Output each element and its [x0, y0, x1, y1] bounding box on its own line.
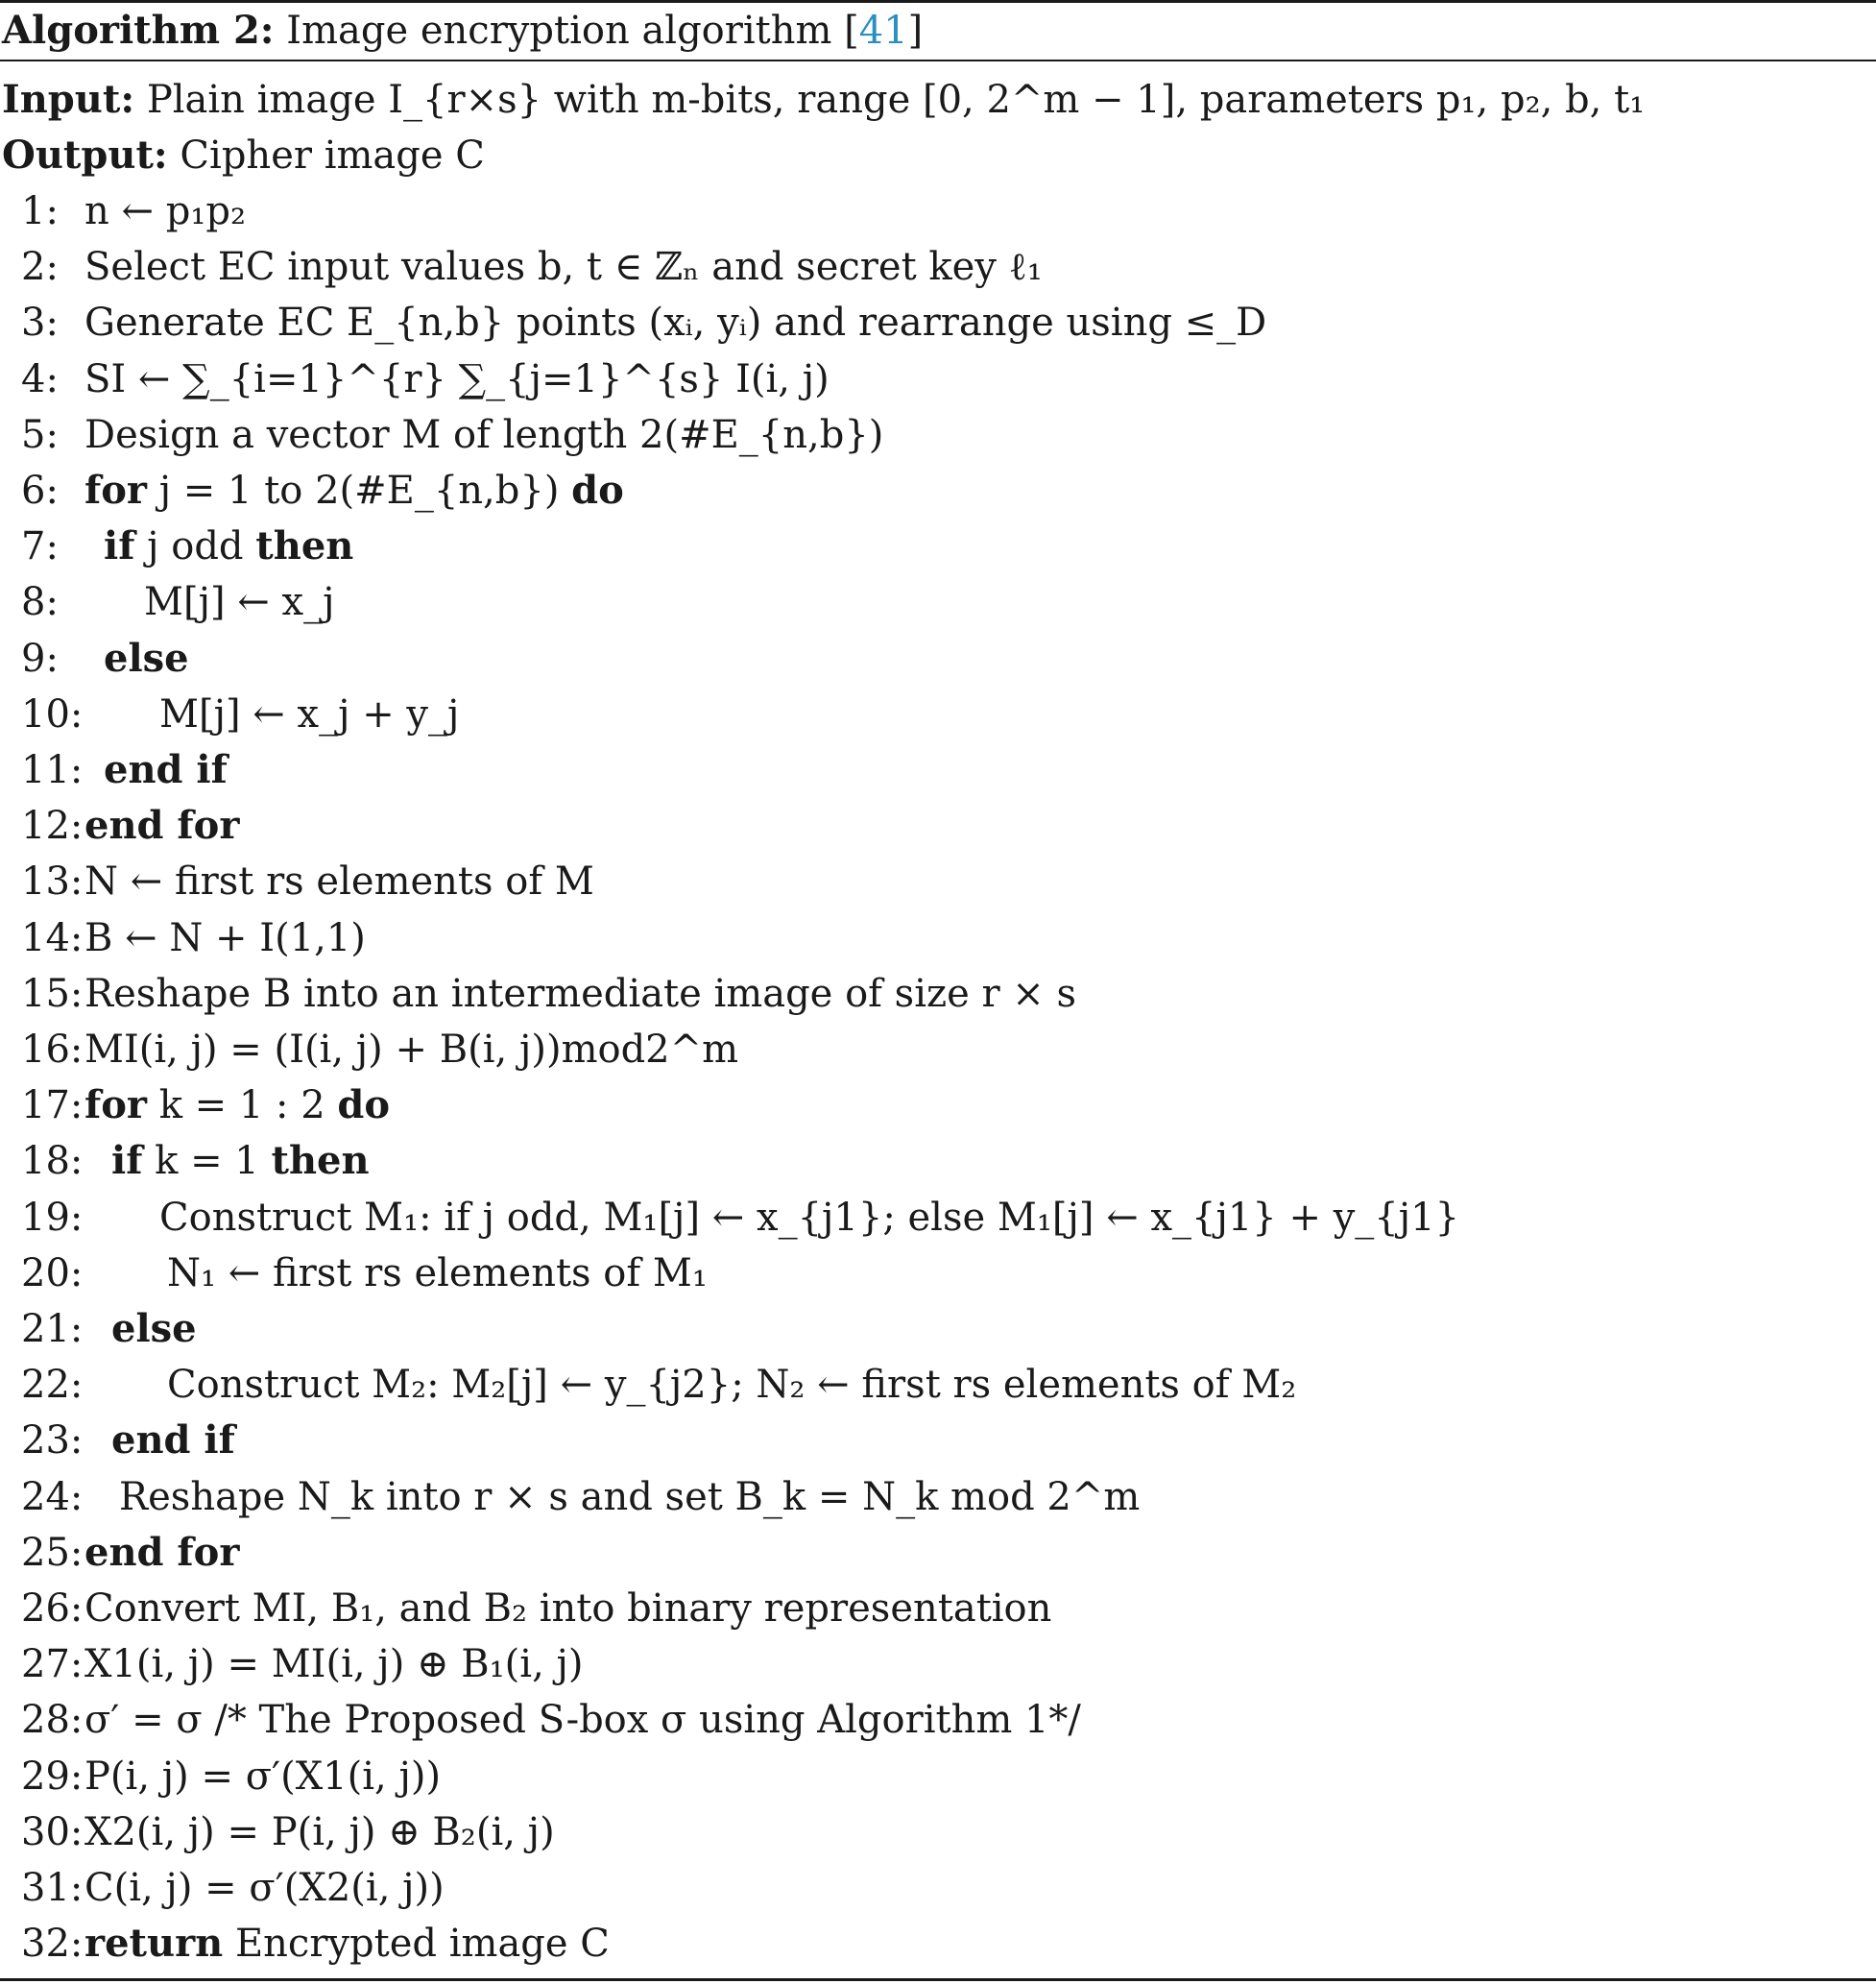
line-text: C(i, j) = σ′(X2(i, j)): [84, 1866, 445, 1910]
output-label: Output:: [2, 133, 168, 178]
line-keyword-end: do: [337, 1082, 391, 1128]
line-number: 7:: [21, 524, 59, 569]
line-body: [84, 1693, 1081, 1747]
line-body: [167, 1246, 708, 1300]
algorithm-line: [0, 520, 1876, 573]
algorithm-line: [0, 1358, 1876, 1412]
line-body: [111, 1414, 235, 1467]
line-text: Encrypted image C: [234, 1922, 610, 1967]
line-body: [84, 911, 366, 965]
caption-close: ]: [907, 9, 924, 53]
line-number: 12:: [21, 804, 84, 849]
line-body: [84, 967, 1076, 1021]
line-keyword: return: [84, 1921, 224, 1967]
algorithm-line: [0, 1134, 1876, 1188]
line-number: 32:: [21, 1922, 84, 1967]
algorithm-line: [0, 1023, 1876, 1077]
input-text: Plain image I_{r×s} with m-bits, range [0, 2^m − 1], parameters p₁, p₂, b, t₁: [146, 78, 1646, 122]
algorithm-line: [0, 1917, 1876, 1971]
line-body: [159, 1191, 1459, 1245]
line-text: M[j] ← x_j + y_j: [159, 691, 460, 737]
line-number: 15:: [21, 971, 84, 1016]
line-body: [84, 1526, 239, 1580]
line-keyword-end: do: [571, 468, 624, 513]
input-line: [2, 73, 1645, 127]
algorithm-line: [0, 1637, 1876, 1691]
line-keyword: end for: [84, 803, 240, 849]
algorithm-line: [0, 408, 1876, 462]
line-number: 26:: [21, 1586, 84, 1631]
algorithm-line: [0, 799, 1876, 853]
line-number: 29:: [21, 1754, 84, 1799]
line-number: 25:: [21, 1530, 84, 1575]
input-label: Input:: [2, 77, 135, 122]
algorithm-line: [0, 1470, 1876, 1524]
line-text: Reshape B into an intermediate image of size r × s: [84, 971, 1077, 1016]
line-keyword: if: [104, 523, 135, 569]
algorithm-line: [0, 1526, 1876, 1580]
line-body: [84, 1861, 445, 1915]
algorithm-line: [0, 632, 1876, 686]
line-body: [84, 1917, 610, 1971]
line-text: Design a vector M of length 2(#E_{n,b}): [84, 412, 884, 457]
line-number: 11:: [21, 748, 84, 792]
line-number: 31:: [21, 1866, 84, 1910]
line-number: 10:: [21, 691, 84, 737]
algorithm-line: [0, 1302, 1876, 1356]
algorithm-line: [0, 184, 1876, 238]
algorithm-line: [0, 1246, 1876, 1300]
header-rule: [0, 60, 1876, 61]
line-text: MI(i, j) = (I(i, j) + B(i, j))mod2^m: [84, 1028, 739, 1072]
top-rule: [0, 0, 1876, 3]
line-text: P(i, j) = σ′(X1(i, j)): [84, 1754, 442, 1799]
line-number: 20:: [21, 1250, 84, 1295]
line-body: [104, 520, 353, 573]
line-text: N₁ ← first rs elements of M₁: [167, 1250, 708, 1295]
algorithm-line: [0, 1582, 1876, 1635]
line-body: [84, 408, 883, 462]
line-number: 30:: [21, 1809, 84, 1854]
line-number: 21:: [21, 1307, 84, 1351]
line-keyword: end if: [104, 747, 228, 792]
line-number: 23:: [21, 1418, 84, 1464]
line-number: 14:: [21, 915, 84, 960]
line-body: [104, 632, 189, 686]
algorithm-line: [0, 743, 1876, 797]
algorithm-line: [0, 464, 1876, 518]
line-number: 4:: [21, 356, 59, 401]
line-body: [84, 1805, 555, 1859]
line-body: [84, 1750, 441, 1803]
line-body: [111, 1134, 370, 1188]
line-body: [111, 1302, 197, 1356]
line-text: σ′ = σ /* The Proposed S-box σ using Algorithm 1*/: [84, 1698, 1081, 1743]
line-body: [144, 575, 334, 629]
line-text: N ← first rs elements of M: [84, 859, 594, 905]
line-number: 22:: [21, 1363, 84, 1408]
algorithm-line: [0, 1693, 1876, 1747]
line-keyword: else: [104, 635, 189, 681]
line-number: 2:: [21, 245, 59, 290]
caption-title: Image encryption algorithm [: [286, 9, 859, 53]
line-text: j = 1 to 2(#E_{n,b}): [158, 469, 560, 513]
line-text: Reshape N_k into r × s and set B_k = N_k mod 2^m: [119, 1474, 1141, 1519]
caption-label: Algorithm 2:: [2, 8, 275, 53]
algorithm-line: [0, 688, 1876, 741]
line-body: [104, 743, 228, 797]
line-body: [84, 855, 594, 908]
line-text: k = 1: [155, 1139, 259, 1184]
line-keyword: for: [84, 468, 147, 513]
line-text: B ← N + I(1,1): [84, 915, 366, 960]
line-body: [119, 1470, 1140, 1524]
line-number: 9:: [21, 636, 59, 681]
line-number: 13:: [21, 859, 84, 905]
line-number: 19:: [21, 1195, 84, 1240]
line-text: M[j] ← x_j: [144, 580, 335, 625]
line-keyword: if: [111, 1138, 143, 1184]
algorithm-line: [0, 240, 1876, 294]
line-keyword: else: [111, 1306, 197, 1351]
line-number: 28:: [21, 1698, 84, 1743]
algorithm-line: [0, 1078, 1876, 1132]
line-body: [84, 1023, 738, 1077]
line-body: [84, 1582, 1051, 1635]
algorithm-line: [0, 1414, 1876, 1467]
line-body: [84, 1637, 584, 1691]
output-line: [2, 129, 485, 182]
line-body: [84, 296, 1266, 350]
line-keyword-end: then: [271, 1138, 370, 1184]
line-text: Construct M₂: M₂[j] ← y_{j2}; N₂ ← first rs elements of M₂: [167, 1363, 1297, 1408]
algorithm-line: [0, 855, 1876, 908]
line-body: [84, 1078, 390, 1132]
line-text: k = 1 : 2: [158, 1083, 325, 1128]
line-body: [84, 184, 246, 238]
line-body: [84, 352, 830, 406]
line-body: [84, 799, 239, 853]
bottom-rule: [0, 1978, 1876, 1981]
algorithm-line: [0, 296, 1876, 350]
line-number: 24:: [21, 1474, 84, 1519]
line-number: 6:: [21, 469, 59, 513]
line-text: Select EC input values b, t ∈ ℤₙ and secret key ℓ₁: [84, 245, 1043, 290]
algorithm-line: [0, 911, 1876, 965]
line-number: 18:: [21, 1139, 84, 1184]
line-keyword-end: then: [255, 523, 354, 569]
algorithm-line: [0, 1191, 1876, 1245]
output-text: Cipher image C: [180, 133, 485, 178]
line-number: 27:: [21, 1642, 84, 1687]
algorithm-caption: [2, 4, 923, 58]
line-body: [159, 688, 459, 741]
line-text: Construct M₁: if j odd, M₁[j] ← x_{j1}; else M₁[j] ← x_{j1} + y_{j1}: [159, 1195, 1460, 1240]
line-keyword: end for: [84, 1529, 240, 1575]
algorithm-line: [0, 575, 1876, 629]
line-text: X2(i, j) = P(i, j) ⊕ B₂(i, j): [84, 1809, 555, 1854]
line-text: j odd: [147, 524, 244, 569]
line-number: 16:: [21, 1028, 84, 1072]
line-number: 8:: [21, 580, 59, 625]
line-number: 17:: [21, 1083, 84, 1128]
algorithm-line: [0, 1750, 1876, 1803]
line-body: [167, 1358, 1296, 1412]
line-keyword: for: [84, 1082, 147, 1128]
line-text: Generate EC E_{n,b} points (xᵢ, yᵢ) and rearrange using ≤_D: [84, 301, 1267, 346]
line-keyword: end if: [111, 1417, 235, 1464]
citation-link[interactable]: 41: [858, 9, 908, 53]
algorithm-line: [0, 1805, 1876, 1859]
line-number: 3:: [21, 301, 59, 346]
line-text: n ← p₁p₂: [84, 189, 246, 233]
algorithm-line: [0, 967, 1876, 1021]
line-body: [84, 464, 624, 518]
line-text: Convert MI, B₁, and B₂ into binary representation: [84, 1586, 1052, 1631]
line-text: X1(i, j) = MI(i, j) ⊕ B₁(i, j): [84, 1642, 584, 1687]
algorithm-line: [0, 352, 1876, 406]
line-number: 1:: [21, 189, 59, 233]
line-text: SI ← ∑_{i=1}^{r} ∑_{j=1}^{s} I(i, j): [84, 356, 830, 401]
line-number: 5:: [21, 412, 59, 457]
line-body: [84, 240, 1043, 294]
algorithm-line: [0, 1861, 1876, 1915]
